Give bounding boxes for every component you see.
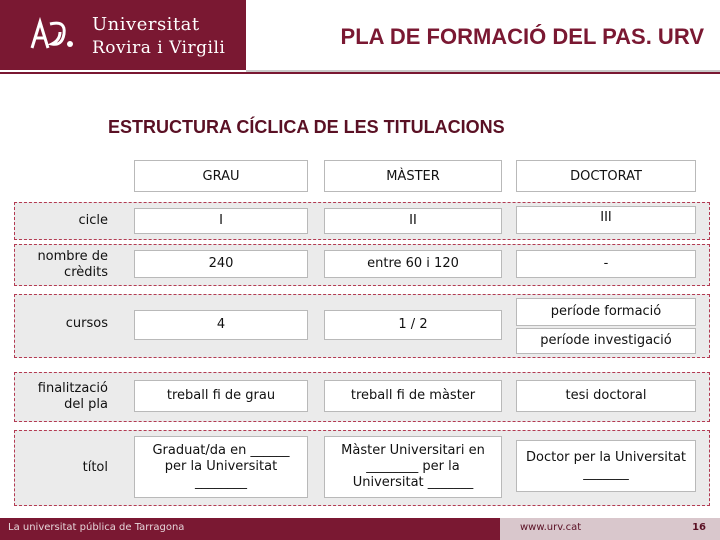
university-logo bbox=[0, 0, 246, 70]
cell-grau-cursos: 4 bbox=[134, 310, 308, 340]
page-number: 16 bbox=[692, 522, 706, 533]
row-label-credits: nombre de crèdits bbox=[37, 249, 108, 280]
cell-grau-credits: 240 bbox=[134, 250, 308, 278]
row-label-cursos: cursos bbox=[65, 316, 108, 331]
cell-doctorat-finalitzacio: tesi doctoral bbox=[516, 380, 696, 412]
logo-text-line2: Rovira i Virgili bbox=[92, 38, 226, 58]
row-label-finalitzacio: finalització del pla bbox=[37, 381, 108, 412]
logo-text-line1: Universitat bbox=[92, 14, 200, 35]
cell-master-cursos: 1 / 2 bbox=[324, 310, 502, 340]
cell-doctorat-periode-investigacio: període investigació bbox=[516, 328, 696, 354]
cell-grau-cicle: I bbox=[134, 208, 308, 234]
column-header-master: MÀSTER bbox=[324, 160, 502, 192]
header-divider-brand bbox=[0, 72, 720, 74]
cell-doctorat-periode-formacio: període formació bbox=[516, 298, 696, 326]
footer-url: www.urv.cat bbox=[520, 522, 582, 533]
cell-doctorat-titol: Doctor per la Universitat _______ bbox=[516, 440, 696, 492]
cell-master-titol: Màster Universitari en ________ per la Universitat _______ bbox=[324, 436, 502, 498]
cell-master-finalitzacio: treball fi de màster bbox=[324, 380, 502, 412]
cell-master-cicle: II bbox=[324, 208, 502, 234]
urv-emblem-icon bbox=[26, 14, 76, 56]
column-header-grau: GRAU bbox=[134, 160, 308, 192]
row-label-cicle: cicle bbox=[78, 213, 108, 228]
footer-tagline: La universitat pública de Tarragona bbox=[8, 522, 185, 533]
row-label-titol: títol bbox=[82, 460, 108, 475]
cell-master-credits: entre 60 i 120 bbox=[324, 250, 502, 278]
cell-doctorat-cicle: III bbox=[516, 206, 696, 234]
cell-grau-titol: Graduat/da en ______ per la Universitat ________ bbox=[134, 436, 308, 498]
page-title: PLA DE FORMACIÓ DEL PAS. URV bbox=[340, 24, 704, 49]
section-title: ESTRUCTURA CÍCLICA DE LES TITULACIONS bbox=[108, 117, 505, 137]
column-header-doctorat: DOCTORAT bbox=[516, 160, 696, 192]
cell-doctorat-credits: - bbox=[516, 250, 696, 278]
cell-grau-finalitzacio: treball fi de grau bbox=[134, 380, 308, 412]
header-title-area bbox=[246, 0, 720, 70]
